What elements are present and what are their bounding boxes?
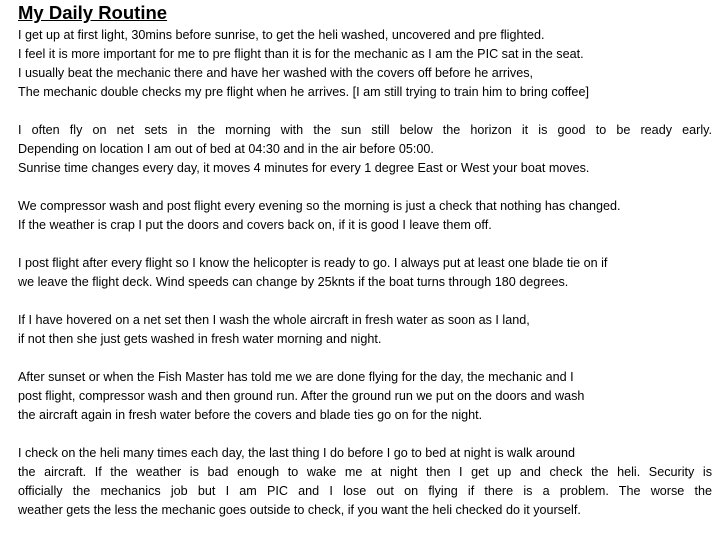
- text-line: We compressor wash and post flight every evening so the morning is just a check that nothing has changed.: [18, 199, 621, 213]
- text-line: officially the mechanics job but I am PIC and I lose out on flying if there is a problem. The worse the: [18, 484, 712, 498]
- paragraph-2: [18, 121, 712, 178]
- paragraph-3: [18, 197, 712, 235]
- paragraph-6: [18, 368, 712, 425]
- paragraph-7: [18, 444, 712, 520]
- document-title: My Daily Routine: [18, 2, 168, 23]
- text-line: I feel it is more important for me to pre flight than it is for the mechanic as I am the PIC sat in the seat.: [18, 47, 584, 61]
- paragraph-1: [18, 26, 712, 102]
- text-line: I post flight after every flight so I know the helicopter is ready to go. I always put at least one blade tie on if: [18, 256, 608, 270]
- text-line: After sunset or when the Fish Master has told me we are done flying for the day, the mechanic and I: [18, 370, 574, 384]
- text-line: weather gets the less the mechanic goes outside to check, if you want the heli checked do it yourself.: [18, 503, 581, 517]
- document-page: [18, 2, 712, 539]
- text-line: I check on the heli many times each day, the last thing I do before I go to bed at night is walk around: [18, 446, 576, 460]
- text-line: the aircraft again in fresh water before the covers and blade ties go on for the night.: [18, 408, 483, 422]
- text-line: I often fly on net sets in the morning with the sun still below the horizon it is good to be ready early.: [18, 123, 712, 137]
- text-line: If the weather is crap I put the doors and covers back on, if it is good I leave them off.: [18, 218, 492, 232]
- text-line: The mechanic double checks my pre flight when he arrives. [I am still trying to train him to bring coffee]: [18, 85, 589, 99]
- text-line: we leave the flight deck. Wind speeds can change by 25knts if the boat turns through 180 degrees.: [18, 275, 569, 289]
- text-line: the aircraft. If the weather is bad enough to wake me at night then I get up and check the heli. Security is: [18, 465, 712, 479]
- text-line: I usually beat the mechanic there and have her washed with the covers off before he arrives,: [18, 66, 534, 80]
- text-line: Sunrise time changes every day, it moves 4 minutes for every 1 degree East or West your boat moves.: [18, 161, 590, 175]
- text-line: Depending on location I am out of bed at 04:30 and in the air before 05:00.: [18, 142, 434, 156]
- text-line: If I have hovered on a net set then I wash the whole aircraft in fresh water as soon as I land,: [18, 313, 530, 327]
- text-line: if not then she just gets washed in fresh water morning and night.: [18, 332, 382, 346]
- paragraph-5: [18, 311, 712, 349]
- paragraph-4: [18, 254, 712, 292]
- text-line: I get up at first light, 30mins before sunrise, to get the heli washed, uncovered and pre flighted.: [18, 28, 545, 42]
- text-line: post flight, compressor wash and then ground run. After the ground run we put on the doors and wash: [18, 389, 585, 403]
